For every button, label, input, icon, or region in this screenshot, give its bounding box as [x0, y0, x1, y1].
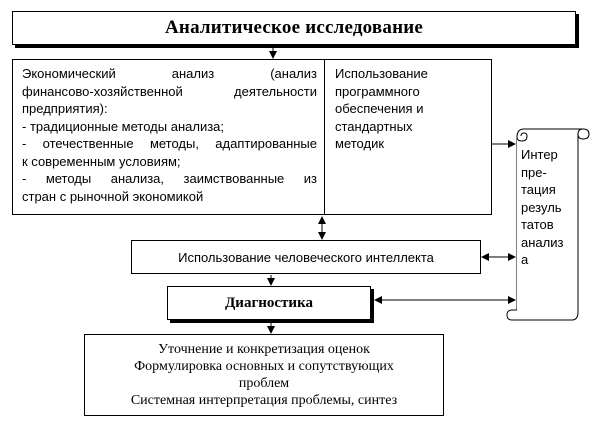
software-line: методик	[335, 136, 385, 151]
diagnostics-box	[167, 286, 371, 320]
software-panel	[325, 60, 491, 219]
economic-analysis-line: к современным условиям;	[22, 153, 181, 169]
interpretation-line: а	[521, 252, 529, 267]
economic-analysis-line: - традиционные методы анализа;	[22, 118, 225, 134]
interpretation-line: резуль	[521, 199, 562, 215]
outcome-line: Уточнение и конкретизация оценок	[158, 342, 370, 357]
software-line: обеспечения и	[335, 101, 424, 116]
economic-analysis-line: Экономический анализ (анализ	[22, 66, 317, 81]
economic-analysis-line: финансово-хозяйственной деятельности	[22, 83, 317, 99]
title-box	[12, 11, 576, 45]
software-line: Использование	[335, 66, 428, 81]
human-intellect-box	[131, 240, 481, 274]
diagram-title: Аналитическое исследование	[165, 17, 423, 38]
economic-analysis-panel	[13, 60, 325, 214]
outcome-line: Формулировка основных и сопутствующих	[134, 359, 394, 374]
outcome-line: проблем	[238, 376, 290, 391]
economic-analysis-line: - отечественные методы, адаптированные	[22, 136, 317, 151]
software-line: стандартных	[335, 118, 413, 134]
interpretation-line: тация	[521, 182, 556, 197]
interpretation-line: анализ	[521, 234, 564, 250]
analysis-methods-box	[12, 59, 492, 215]
interpretation-line: пре-	[521, 164, 547, 180]
outcomes-box	[84, 334, 444, 416]
interpretation-line: Интер	[521, 147, 558, 162]
human-intellect-label: Использование человеческого интеллекта	[178, 249, 434, 265]
diagnostics-label: Диагностика	[224, 294, 313, 311]
outcome-line: Системная интерпретация проблемы, синтез	[130, 393, 398, 408]
interpretation-line: татов	[521, 217, 554, 232]
economic-analysis-line: предприятия):	[22, 101, 108, 116]
economic-analysis-line: стран с рыночной экономикой	[22, 188, 204, 204]
software-line: программного	[335, 83, 420, 99]
economic-analysis-line: - методы анализа, заимствованные из	[22, 171, 317, 186]
interpretation-text	[521, 146, 573, 269]
